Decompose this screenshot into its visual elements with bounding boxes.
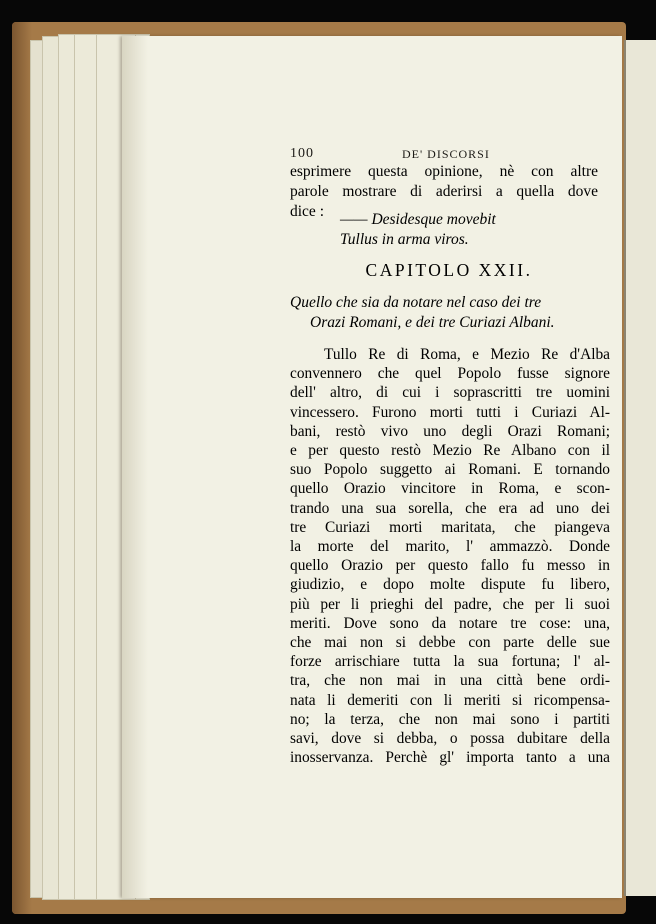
quote-line: —— Desidesque movebit — [340, 211, 496, 228]
body-line: tre Curiazi morti maritata, che piangeva — [290, 518, 610, 536]
chapter-body — [290, 345, 610, 767]
body-line: più per li prieghi del padre, che per li suoi — [290, 595, 610, 613]
subtitle-line: Orazi Romani, e dei tre Curiazi Albani. — [310, 314, 555, 332]
body-line: Tullo Re di Roma, e Mezio Re d'Alba — [324, 346, 610, 363]
facing-page-edge — [624, 40, 656, 896]
body-line: che mai non si debbe con parte delle sue — [290, 634, 610, 652]
running-title: DE' DISCORSI — [402, 147, 490, 161]
body-line: no; la terza, che non mai sono i partiti — [290, 710, 610, 728]
body-line: quello Orazio per questo fallo fu messo in — [290, 557, 610, 575]
subtitle-line: Quello che sia da notare nel caso dei tre — [290, 294, 542, 311]
verse-quote — [340, 210, 540, 250]
body-line: giudizio, e dopo molte dispute fu libero, — [290, 576, 610, 594]
body-line: vincessero. Furono morti tutti i Curiazi Al- — [290, 403, 610, 421]
text-line: dice : — [290, 203, 324, 221]
body-line: quello Orazio vincitore in Roma, e scon- — [290, 480, 610, 498]
text-line: parole mostrare di aderirsi a quella dove — [290, 183, 598, 201]
body-line: suo Popolo suggetto ai Romani. E tornando — [290, 461, 610, 479]
page-gutter — [122, 36, 148, 898]
body-line: meriti. Dove sono da notare tre cose: una, — [290, 614, 610, 632]
body-line: forze arrischiare tutta la sua fortuna; l' al- — [290, 653, 610, 671]
text-line: esprimere questa opinione, nè con altre — [290, 163, 598, 180]
body-line: trando una sua sorella, che era ad uno dei — [290, 499, 610, 517]
body-line: la morte del marito, l' ammazzò. Donde — [290, 538, 610, 556]
folio-number: 100 — [290, 146, 314, 161]
body-line: dell' altro, di cui i soprascritti tre uomini — [290, 384, 610, 402]
body-line: nata li demeriti con li meriti si ricompensa- — [290, 691, 610, 709]
body-line: convennero che quel Popolo fusse signore — [290, 365, 610, 383]
body-line: e per questo restò Mezio Re Albano con il — [290, 442, 610, 460]
quote-line: Tullus in arma viros. — [340, 231, 469, 248]
body-line: savi, dove si debba, o possa dubitare della — [290, 730, 610, 748]
chapter-title: CAPITOLO XXII. — [365, 260, 533, 280]
body-line: bani, restò vivo uno degli Orazi Romani; — [290, 422, 610, 440]
body-line: inosservanza. Perchè gl' importa tanto a una — [290, 749, 610, 767]
body-line: tra, che non mai in una città bene ordi- — [290, 672, 610, 690]
chapter-subtitle — [290, 293, 608, 333]
